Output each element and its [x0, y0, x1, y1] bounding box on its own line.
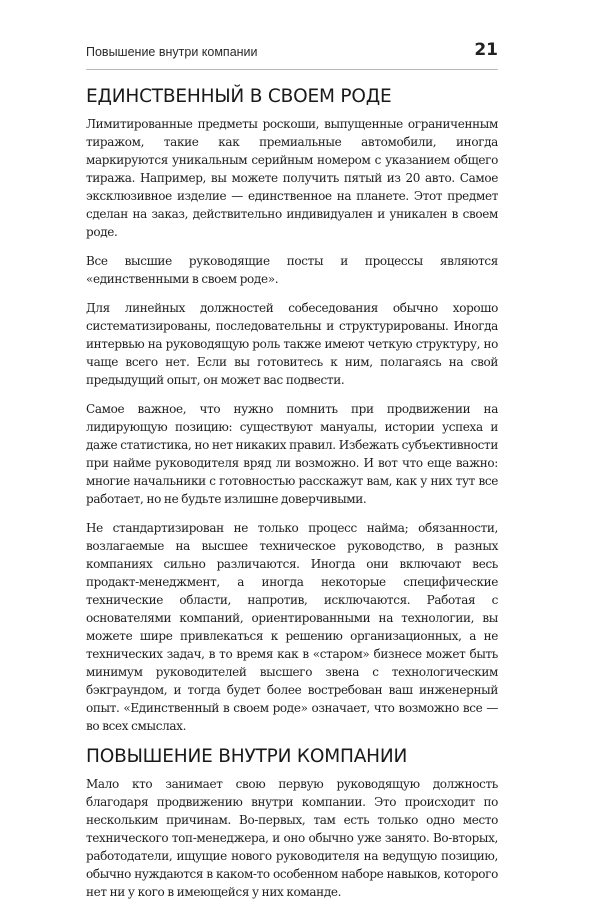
- paragraph: Для линейных должностей собеседования обычно хорошо систематизированы, последовательны и структурированы. Иногда интервью на руководящую роль также имеют четкую структуру, но чаще всего нет. Если вы готовитесь к ним, полагаясь на свой предыдущий опыт, он может вас подвести.: [86, 301, 498, 387]
- paragraph: Не стандартизирован не только процесс найма; обязанности, возлагаемые на высшее техническое руководство, в разных компаниях сильно различаются. Иногда они включают весь продакт-менеджмент, а иногда некоторые специфические технические области, напротив, исключаются. Работая с основателями компаний, ориентированными на технологии, вы можете шире привлекаться к решению организационных, а не технических задач, в то время как в «старом» бизнесе может быть минимум руководителей высшего звена с технологическим бэкграундом, и тогда будет более востребован ваш инженерный опыт. «Единственный в своем роде» означает, что возможно все — во всех смыслах.: [86, 521, 498, 733]
- paragraph: Лимитированные предметы роскоши, выпущенные ограниченным тиражом, такие как премиальные автомобили, иногда маркируются уникальным серийным номером с указанием общего тиража. Например, вы можете получить пятый из 20 авто. Самое эксклюзивное изделие — единственное на планете. Этот предмет сделан на заказ, действительно индивидуален и уникален в своем роде.: [86, 117, 498, 239]
- running-title: Повышение внутри компании: [86, 45, 258, 59]
- section-heading-unique: ЕДИНСТВЕННЫЙ В СВОЕМ РОДЕ: [86, 86, 392, 107]
- paragraph: Самое важное, что нужно помнить при продвижении на лидирующую позицию: существуют мануалы, истории успеха и даже статистика, но нет никаких правил. Избежать субъективности при найме руководителя вряд ли возможно. И вот что еще важно: многие начальники с готовностью расскажут вам, как у них тут все работает, но не будьте излишне доверчивыми.: [86, 402, 498, 506]
- running-head: [86, 40, 498, 64]
- page-number: 21: [474, 40, 498, 60]
- header-divider: [86, 69, 498, 70]
- paragraph: Все высшие руководящие посты и процессы являются «единственными в своем роде».: [86, 254, 498, 286]
- paragraph: Мало кто занимает свою первую руководящую должность благодаря продвижению внутри компании. Это происходит по нескольким причинам. Во-первых, там есть только одно место технического топ-менеджера, и оно обычно уже занято. Во-вторых, работодатели, ищущие нового руководителя на ведущую позицию, обычно нуждаются в каком-то особенном наборе навыков, которого нет ни у кого в имеющейся у них команде.: [86, 777, 498, 899]
- page-body: [86, 86, 498, 912]
- section-heading-promotion: ПОВЫШЕНИЕ ВНУТРИ КОМПАНИИ: [86, 746, 408, 767]
